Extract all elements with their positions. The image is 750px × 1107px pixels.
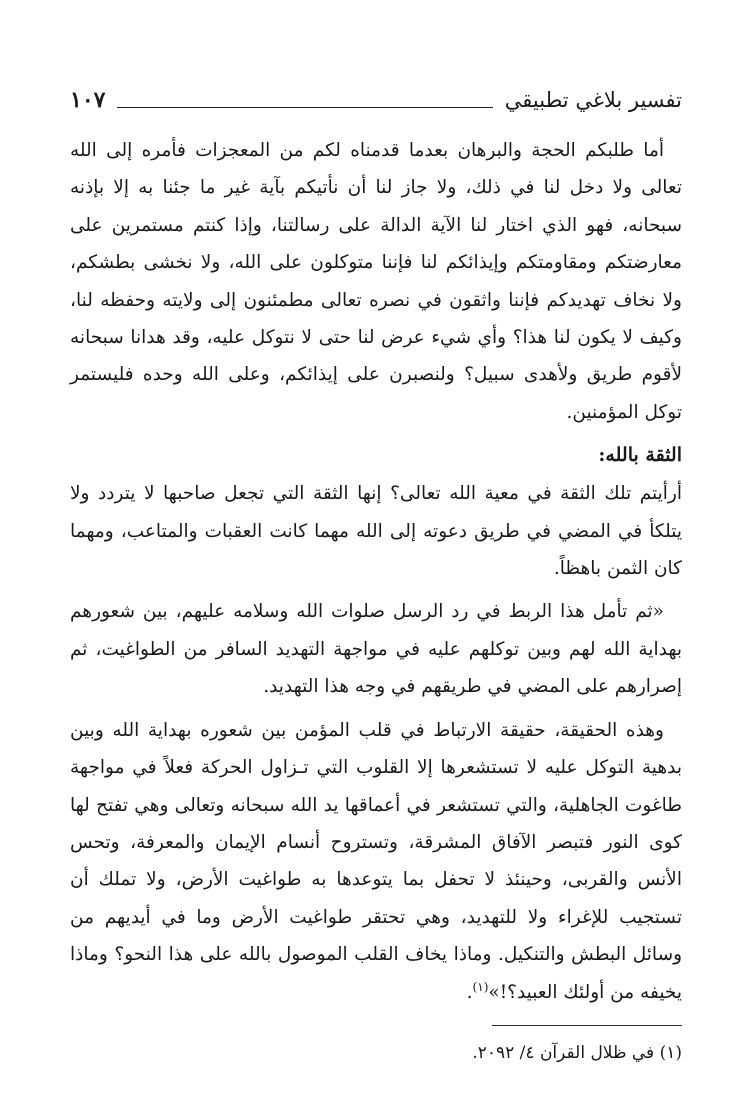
paragraph-4-text: وهذه الحقيقة، حقيقة الارتباط في قلب المؤمن بين شعوره بهداية الله وبين بدهية التوكل عليه لا تستشعرها إلا القلوب التي تـزاول الحركة فعلاً في مواجهة طاغوت الجاهلية، والتي تستشعر في أعماقها يد الله سبحانه وتعالى وهي تفتح لها كوى النور فتبصر الآفاق المشرقة، وتستروح أنسام الإيمان والمعرفة، وتحس الأنس والقربى، وحينئذ لا تحفل بما يتوعدها به طواغيت الأرض، ولا تملك أن تستجيب للإغراء ولا للتهديد، وهي تحتقر طواغيت الأرض وما في أيديهم من وسائل البطش والتنكيل. وماذا يخاف القلب الموصول بالله على هذا النحو؟ وماذا يخيفه من أولئك العبيد؟!»	[70, 719, 682, 1003]
running-header-title: تفسير بلاغي تطبيقي	[504, 88, 682, 112]
paragraph-2: أرأيتم تلك الثقة في معية الله تعالى؟ إنها الثقة التي تجعل صاحبها لا يتردد ولا يتلكأ في المضي في طريق دعوته إلى الله مهما كانت العقبات والمتاعب، ومهما كان الثمن باهظاً.	[70, 483, 682, 580]
page-number: ١٠٧	[70, 87, 106, 113]
header-rule	[117, 107, 492, 108]
paragraph-4-end: .	[466, 981, 473, 1003]
running-header	[70, 80, 682, 120]
footnote-reference: (١)	[472, 979, 489, 994]
body-text	[70, 132, 682, 1011]
section-heading: الثقة بالله:	[598, 444, 682, 467]
paragraph-4-quote	[70, 712, 682, 1011]
paragraph-1: أما طلبكم الحجة والبرهان بعدما قدمناه لكم من المعجزات فأمره إلى الله تعالى ولا دخل لنا في ذلك، ولا جاز لنا أن نأتيكم بآية غير ما جئنا به إلا بإذنه سبحانه، فهو الذي اختار لنا الآية الدالة على رسالتنا، وإذا كنتم مستمرين على معارضتكم ومقاومتكم وإيذائكم لنا فإننا متوكلون على الله، ولا نخشى بطشكم، ولا نخاف تهديدكم فإننا واثقون في نصره تعالى مطمئنون إلى ولايته وحفظه لنا، وكيف لا يكون لنا هذا؟ وأي شيء عرض لنا حتى لا نتوكل عليه، وقد هدانا سبحانه لأقوم طريق ولأهدى سبيل؟ ولنصبرن على إيذائكم، وعلى الله وحده فليستمر توكل المؤمنين.	[70, 140, 682, 423]
paragraph-3-quote: «ثم تأمل هذا الربط في رد الرسل صلوات الله وسلامه عليهم، بين شعورهم بهداية الله لهم وبين توكلهم عليه في مواجهة التهديد السافر من الطواغيت، ثم إصرارهم على المضي في طريقهم في وجه هذا التهديد.	[70, 601, 682, 698]
footnote-divider	[492, 1025, 682, 1026]
book-page	[70, 80, 682, 1087]
footnote-text: (١) في ظلال القرآن ٤/ ٢٠٩٢.	[472, 1042, 682, 1063]
